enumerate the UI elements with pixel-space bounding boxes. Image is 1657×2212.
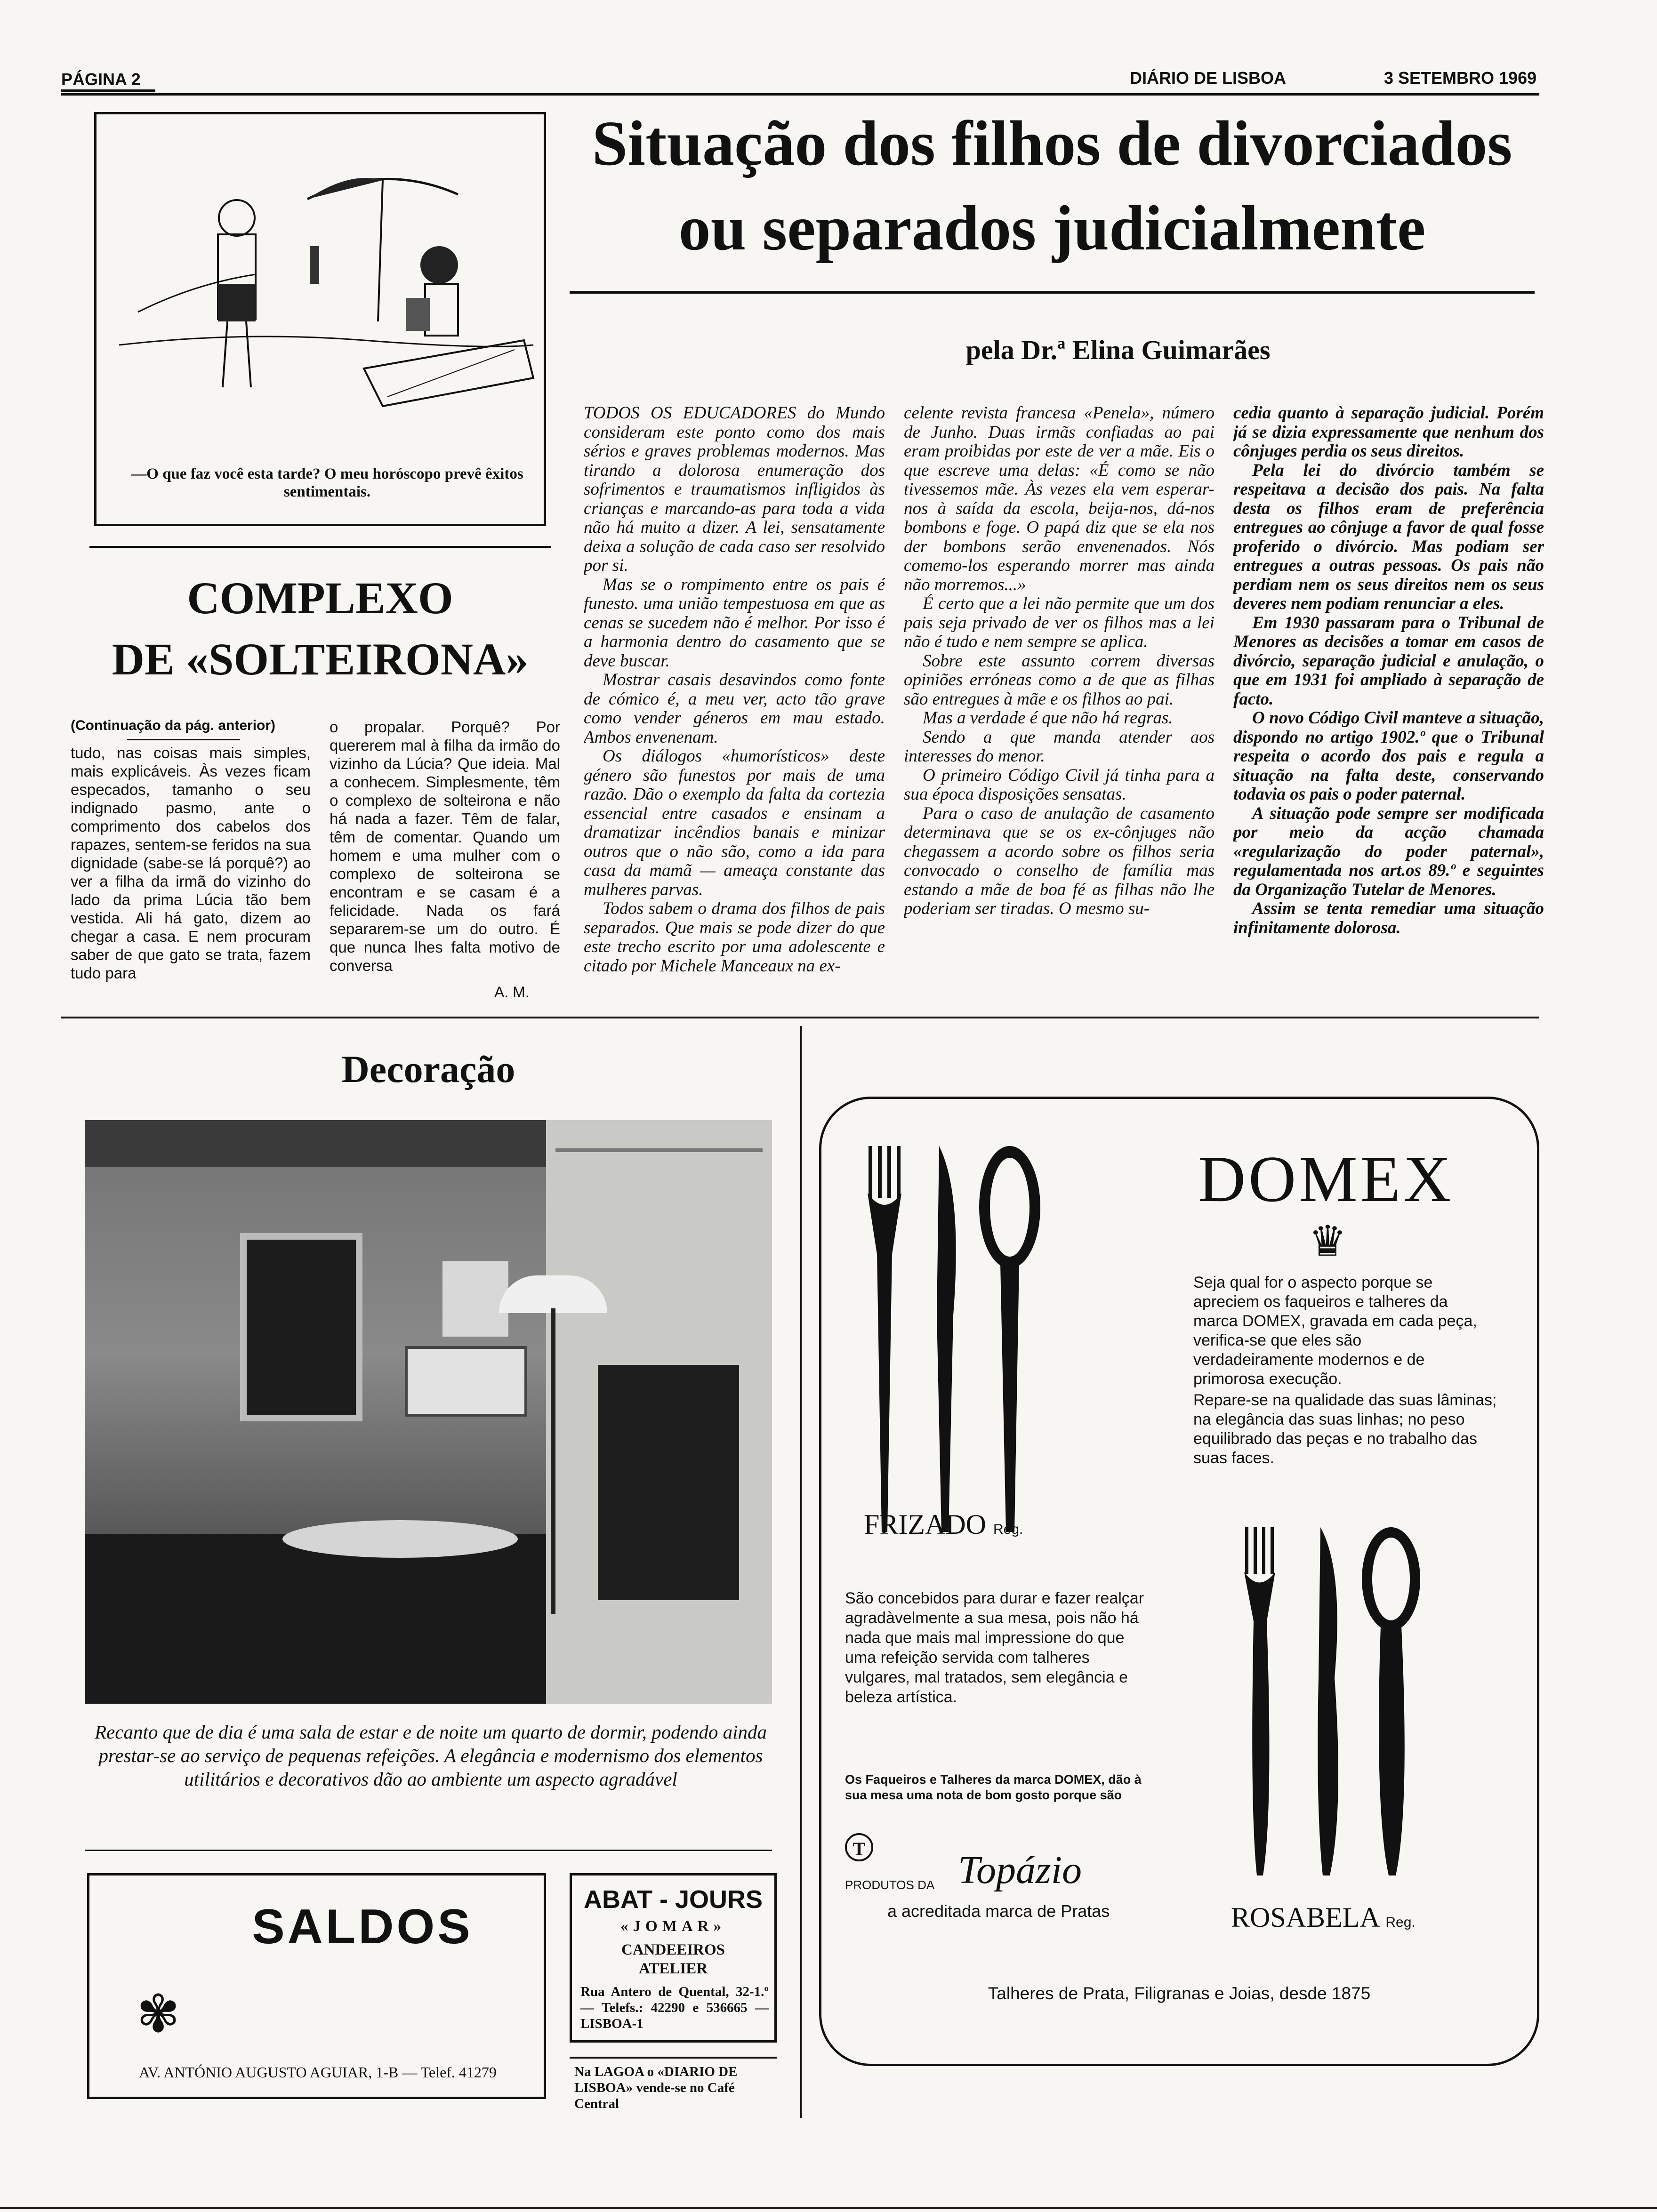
frizado-name: FRIZADO: [864, 1509, 987, 1540]
col3-p6: Assim se tenta remediar uma situação infinitamente dolorosa.: [1233, 899, 1544, 938]
abat-brand: «JOMAR»: [620, 1918, 726, 1935]
topazio-seal-icon: T: [845, 1833, 873, 1861]
topazio-logo: Topázio: [958, 1848, 1082, 1892]
col1-p4: Os diálogos «humorísticos» deste género são funestos por mais de uma razão. Dão o exemplo da falta da cortezia essencial entre casados e ensinam a dramatizar incêndios banais e minizar outros que o não são, como a ida para casa da mamã — ameaça constante das mulheres parvas.: [584, 746, 885, 899]
decoracao-bottom-rule: [85, 1850, 772, 1851]
cartoon-box: [94, 112, 546, 526]
article-title-2: ou separados judicialmente: [678, 193, 1426, 264]
acreditada-text: a acreditada marca de Pratas: [887, 1901, 1110, 1921]
article-col-3: [1233, 404, 1544, 1004]
col1-p1: TODOS OS EDUCADORES do Mundo consideram este ponto como dos mais sérios e graves problemas modernos. Mas tirando a dolorosa enumeração dos sofrimentos e traumatismos infligidos às crianças e marcando-as para toda a vida não há muito a dizer. A lei, sensatamente deixa a solução de cada caso ser resolvido por si.: [584, 404, 885, 575]
complexo-signature: A. M.: [494, 984, 530, 1001]
abat-jours-ad: [570, 1873, 777, 2043]
col2-p1: celente revista francesa «Penela», número de Junho. Duas irmãs confiadas ao pai eram proibidas por este de ver a mãe. Eis o que escreve uma delas: «É como se não tivessemos mãe. Às vezes ela vem esperar-nos à saída da escola, beija-nos, dá-nos bombons e foge. O papá diz que se ela nos der bombons serão envenenados. Nós comemo-los esperando morrer mas ainda não morremos...»: [904, 404, 1215, 594]
beach-cartoon: [100, 143, 543, 434]
continuation-rule: [127, 739, 240, 740]
mid-page-rule: [61, 1017, 1539, 1018]
page-label: PÁGINA 2: [61, 70, 141, 89]
col3-p3: Em 1930 passaram para o Tribunal de Menores as decisões a tomar em casos de divórcio, separação judicial e anulação, o que em 1931 foi ampliado à separação de facto.: [1233, 613, 1544, 709]
article-byline: pela Dr.ª Elina Guimarães: [965, 335, 1271, 365]
complexo-title-1: COMPLEXO: [187, 573, 453, 623]
domex-paragraph-2: Repare-se na qualidade das suas lâminas; na elegância das suas linhas; no peso equilibrado das peças e no trabalho das suas faces.: [1193, 1391, 1497, 1467]
frizado-label: [864, 1508, 1023, 1541]
decoracao-title: Decoração: [341, 1048, 515, 1090]
frizado-reg: Reg.: [993, 1522, 1023, 1537]
col2-p3: Sobre este assunto correm diversas opiniões erróneas como a de que as filhas são entregues à mãe e os filhos ao pai.: [904, 651, 1215, 709]
decoracao-photo: [85, 1120, 772, 1704]
col2-p2: É certo que a lei não permite que um dos pais seja privado de ver os filhos mas a lei não é tudo e nem sempre se aplica.: [904, 594, 1215, 651]
domex-ad: [819, 1097, 1539, 2066]
domex-brand: DOMEX: [1198, 1143, 1454, 1216]
page-bottom-rule: [0, 2207, 1657, 2209]
domex-small-text: Os Faqueiros e Talheres da marca DOMEX, dão à sua mesa uma nota de bom gosto porque são: [845, 1772, 1142, 1802]
crown-icon: ♛: [1309, 1217, 1347, 1266]
saldos-ad: [87, 1873, 546, 2099]
abat-line1: CANDEEIROS: [621, 1941, 725, 1958]
lagoa-rule: [570, 2057, 777, 2059]
col2-p7: Para o caso de anulação de casamento determinava que se os ex-cônjuges não chegassem a acordo sobre os filhos seria convocado o conselho de família mas estando a mãe de boa fé as filhas não lhe poderiam ser tiradas. O mesmo su-: [904, 803, 1215, 918]
cartoon-rule: [89, 546, 551, 548]
col3-p4: O novo Código Civil manteve a situação, dispondo no artigo 1902.º que o Tribunal respeita o acordo dos pais e regula a situação na falta deste, conservando todavia os pais o poder paternal.: [1233, 708, 1544, 804]
domex-paragraph-1: Seja qual for o aspecto porque se apreciem os faqueiros e talheres da marca DOMEX, gravada em cada peça, verifica-se que eles são verdadeiramente modernos e de primorosa execução.: [1193, 1274, 1477, 1388]
rosabela-label: [1231, 1901, 1416, 1934]
page-label-underline: [61, 89, 155, 92]
frizado-text: São concebidos para durar e fazer realçar agradàvelmente a sua mesa, pois não há nada que mais mal impressione do que uma refeição servida com talheres vulgares, mal tratados, sem elegância e beleza artística.: [845, 1589, 1144, 1706]
col1-p2: Mas se o rompimento entre os pais é funesto. uma união tempestuosa em que as cenas se sucedem não é melhor. Por isso é a harmonia dentro do casamento que se deve buscar.: [584, 575, 885, 671]
complexo-continuation: (Continuação da pág. anterior): [71, 718, 276, 733]
issue-date: 3 SETEMBRO 1969: [1384, 68, 1537, 88]
bow-icon: ✾: [137, 1984, 180, 2044]
abat-address: Rua Antero de Quental, 32-1.º — Telefs.: 42290 e 536665 — LISBOA-1: [580, 1984, 769, 2031]
col3-p2: Pela lei do divórcio também se respeitava a decisão dos pais. Na falta desta os filhos eram de preferência entregues ao cônjuge a favor de qual fosse proferido o divórcio. Mas podiam ser entregues a outras pessoas. Os pais não perdiam nem os seus direitos nem os seus deveres nem podiam renunciar a eles.: [1233, 460, 1544, 613]
col3-p1: cedia quanto à separação judicial. Porém já se dizia expressamente que nenhum dos cônjuges perdia os seus direitos.: [1233, 404, 1544, 461]
abat-line2: ATELIER: [638, 1960, 708, 1977]
article-col-1: [584, 404, 885, 1004]
lagoa-notice: Na LAGOA o «DIARIO DE LISBOA» vende-se no Café Central: [574, 2064, 738, 2111]
frizado-cutlery: [859, 1146, 1057, 1551]
col3-p5: A situação pode sempre ser modificada por meio da acção chamada «regularização do poder paternal», regulamentada nos art.os 89.º e seguintes da Organização Tutelar de Menores.: [1233, 803, 1544, 899]
complexo-col-2: o propalar. Porquê? Por quererem mal à filha da irmão do vizinho da Lúcia? Que ideia. Mal a conhecem. Simplesmente, têm o complexo de solteirona e não há nada a fazer. Têm de falar, têm de comentar. Quando um homem e uma mulher com o complexo de solteirona se encontram e se casam é a felicidade. Nada os fará separarem-se um do outro. É que nunca lhes falta motivo de conversa: [330, 718, 560, 974]
col1-p3: Mostrar casais desavindos como fonte de cómico é, a meu ver, acto tão grave como vender géneros em mau estado. Ambos envenenam.: [584, 670, 885, 747]
header-rule: [61, 93, 1539, 96]
saldos-title: SALDOS: [252, 1899, 473, 1954]
decoracao-caption: Recanto que de dia é uma sala de estar e de noite um quarto de dormir, podendo ainda prestar-se ao serviço de pequenas refeições. A elegância e modernismo dos elementos utilitários e decorativos dão ao ambiente um aspecto agradável: [95, 1721, 767, 1790]
col2-p4: Mas a verdade é que não há regras.: [923, 708, 1173, 728]
produtos-label: PRODUTOS DA: [845, 1878, 935, 1892]
column-divider: [800, 1026, 802, 2118]
col1-p5: Todos sabem o drama dos filhos de pais separados. Que mais se pode dizer do que este trecho escrito por uma adolescente e citado por Michele Manceaux na ex-: [584, 899, 885, 976]
title-rule: [570, 291, 1535, 294]
cartoon-caption: —O que faz você esta tarde? O meu horóscopo prevê êxitos sentimentais.: [131, 465, 523, 500]
col2-p6: O primeiro Código Civil já tinha para a sua época disposições sensatas.: [904, 765, 1215, 804]
complexo-col-1: tudo, nas coisas mais simples, mais explicáveis. Às vezes ficam especados, tamanho o seu indignado pasmo, ante o comprimento dos cabelos dos rapazes, sentem-se feridos na sua dignidade (sabe-se lá porquê?) ao ver a filha da irmã do vizinho do lado da prima Lúcia tão bem vestida. Ali há gato, dizem ao chegar a casa. E nem procuram saber de que gato se trata, fazem tudo para: [71, 744, 311, 982]
abat-title: ABAT - JOURS: [583, 1885, 763, 1914]
article-title-1: Situação dos filhos de divorciados: [592, 108, 1512, 179]
saldos-address: AV. ANTÓNIO AUGUSTO AGUIAR, 1-B — Telef. 41279: [139, 2064, 497, 2081]
complexo-title-2: DE «SOLTEIRONA»: [112, 634, 529, 684]
rosabela-reg: Reg.: [1385, 1915, 1416, 1930]
col2-p5: Sendo a que manda atender aos interesses do menor.: [904, 727, 1215, 766]
rosabela-name: ROSABELA: [1231, 1902, 1379, 1933]
domex-footer: Talheres de Prata, Filigranas e Joias, desde 1875: [988, 1984, 1371, 2003]
newspaper-name: DIÁRIO DE LISBOA: [1130, 68, 1287, 88]
rosabela-cutlery: [1231, 1527, 1443, 1885]
article-col-2: [904, 404, 1215, 1004]
